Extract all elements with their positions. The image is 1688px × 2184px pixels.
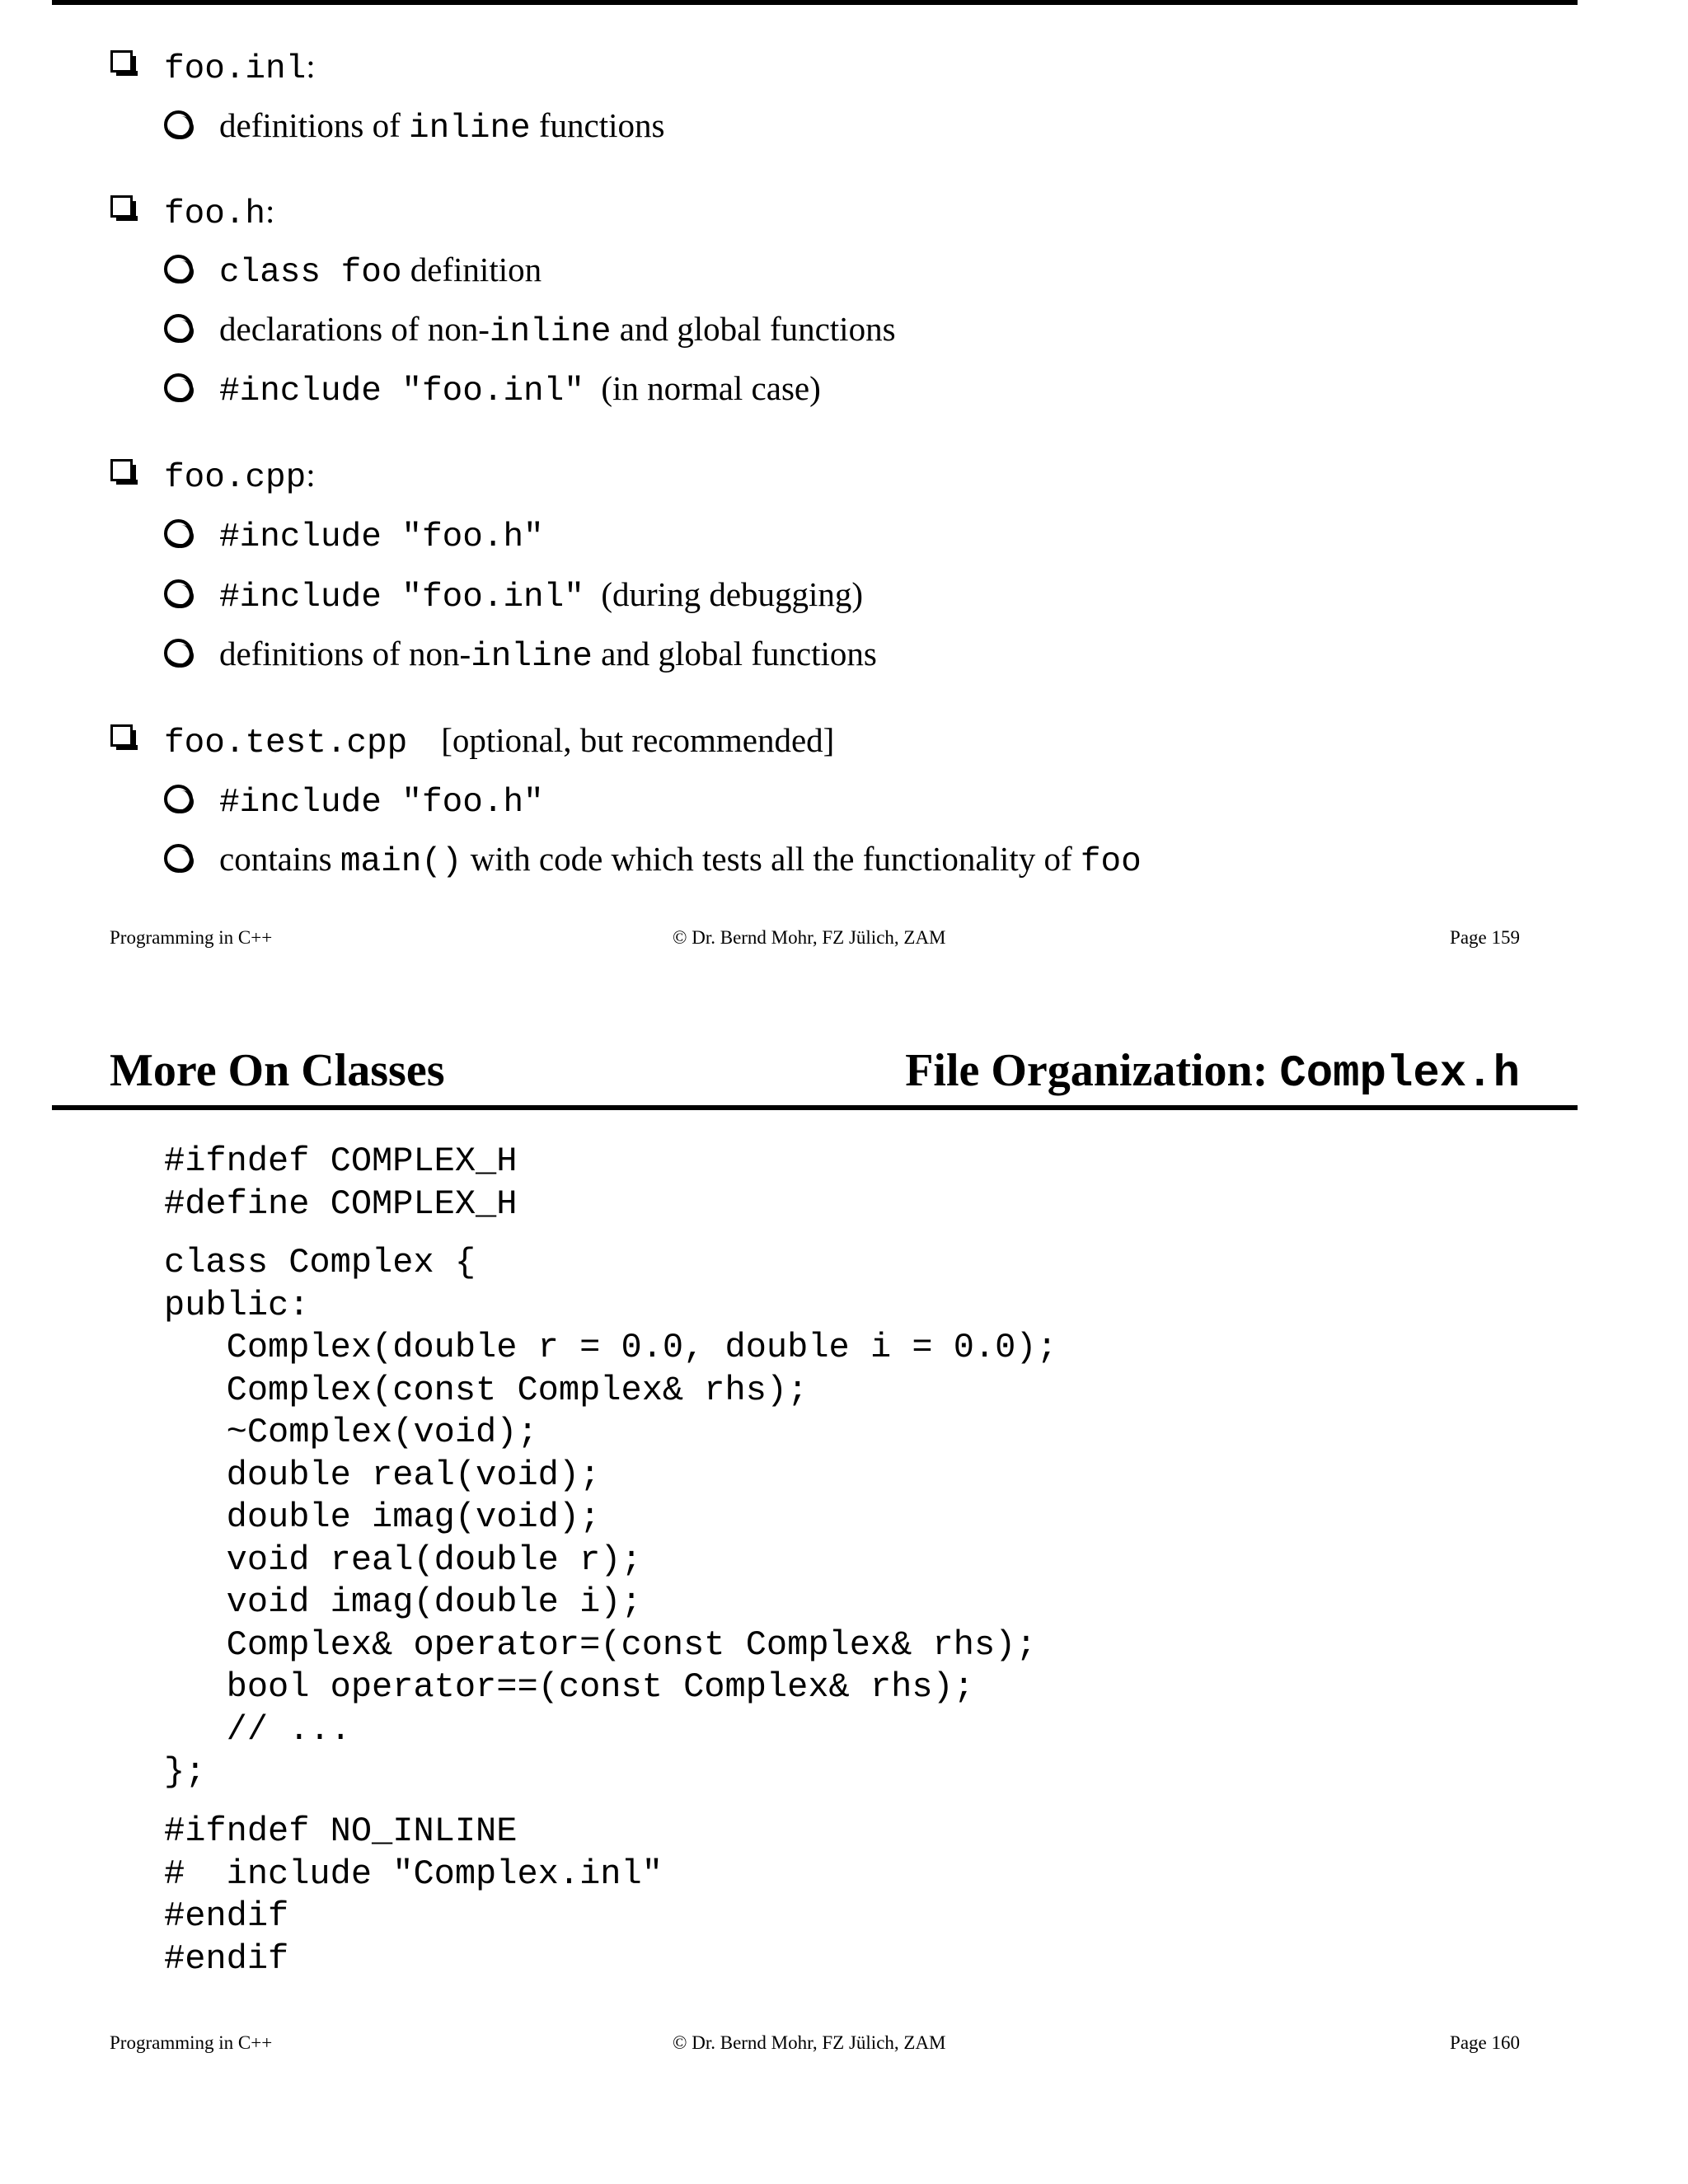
footer-left: Programming in C++	[110, 2032, 273, 2053]
list-item-heading: foo.cpp:	[164, 456, 316, 497]
code-line: #endif	[164, 1938, 289, 1979]
footer-right: Page 159	[1450, 927, 1520, 948]
circle-bullet-icon	[164, 373, 193, 402]
code-line: class Complex {	[164, 1243, 476, 1282]
code-line: Complex(const Complex& rhs);	[164, 1370, 809, 1410]
code-line: // ...	[164, 1709, 351, 1750]
code-line: double real(void);	[164, 1455, 601, 1495]
circle-bullet-icon	[164, 519, 193, 548]
list-subitem: #include "foo.h"	[219, 784, 544, 822]
checkbox-bullet-icon	[110, 50, 133, 73]
header-rule	[52, 1105, 1578, 1110]
code-block-include	[164, 1811, 663, 1980]
list-item-heading: foo.h:	[164, 192, 275, 233]
checkbox-bullet-icon	[110, 724, 133, 747]
list-subitem: class foo definition	[219, 251, 542, 292]
list-item-heading: foo.test.cpp [optional, but recommended]	[164, 721, 835, 762]
list-subitem: #include "foo.inl" (in normal case)	[219, 369, 821, 410]
circle-bullet-icon	[164, 314, 193, 343]
list-subitem: declarations of non-inline and global functions	[219, 310, 896, 351]
page-title: More On Classes	[110, 1045, 445, 1096]
code-line: void real(double r);	[164, 1540, 642, 1580]
checkbox-bullet-icon	[110, 195, 133, 218]
code-block-class	[164, 1242, 1057, 1794]
code-line: ~Complex(void);	[164, 1413, 538, 1452]
section-title: File Organization: Complex.h	[905, 1045, 1520, 1099]
code-line: bool operator==(const Complex& rhs);	[164, 1667, 974, 1707]
code-line: double imag(void);	[164, 1497, 601, 1537]
circle-bullet-icon	[164, 255, 193, 284]
list-subitem: definitions of inline functions	[219, 106, 665, 148]
list-item-heading: foo.inl:	[164, 47, 316, 88]
code-block-guard	[164, 1141, 517, 1226]
top-rule	[52, 0, 1578, 5]
code-line: #ifndef COMPLEX_H	[164, 1141, 518, 1181]
checkbox-bullet-icon	[110, 459, 133, 481]
circle-bullet-icon	[164, 844, 193, 873]
circle-bullet-icon	[164, 639, 193, 668]
code-line: Complex& operator=(const Complex& rhs);	[164, 1624, 1037, 1665]
circle-bullet-icon	[164, 110, 193, 139]
code-line: #define COMPLEX_H	[164, 1183, 518, 1224]
footer-center: © Dr. Bernd Mohr, FZ Jülich, ZAM	[673, 2032, 946, 2053]
list-subitem: contains main() with code which tests all the functionality of foo	[219, 840, 1142, 881]
circle-bullet-icon	[164, 785, 193, 813]
list-subitem: definitions of non-inline and global functions	[219, 635, 877, 676]
code-line: };	[164, 1752, 206, 1792]
list-subitem: #include "foo.inl" (during debugging)	[219, 575, 864, 616]
code-line: #ifndef NO_INLINE	[164, 1811, 518, 1851]
list-subitem: #include "foo.h"	[219, 518, 544, 556]
code-line: # include "Complex.inl"	[164, 1854, 663, 1894]
code-line: Complex(double r = 0.0, double i = 0.0);	[164, 1328, 1057, 1367]
footer-right: Page 160	[1450, 2032, 1520, 2053]
footer-center: © Dr. Bernd Mohr, FZ Jülich, ZAM	[673, 927, 946, 948]
circle-bullet-icon	[164, 579, 193, 608]
footer-left: Programming in C++	[110, 927, 273, 948]
code-line: void imag(double i);	[164, 1582, 642, 1622]
code-line: #endif	[164, 1896, 289, 1936]
code-line: public:	[164, 1285, 310, 1325]
